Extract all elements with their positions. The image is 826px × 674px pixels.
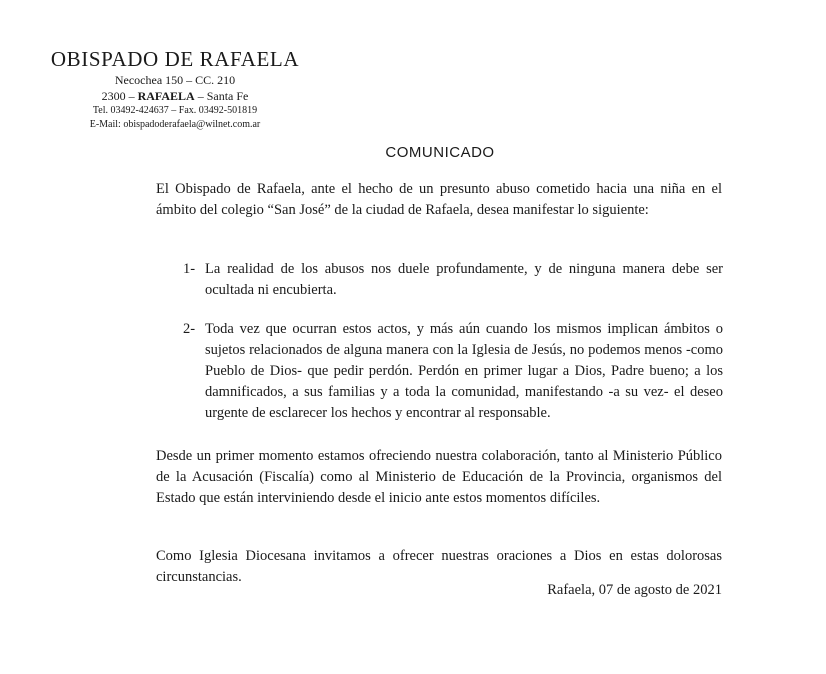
signoff-date: Rafaela, 07 de agosto de 2021 [547, 582, 722, 598]
letterhead [40, 46, 310, 132]
list-item-number: 1- [183, 261, 196, 277]
intro-paragraph: El Obispado de Rafaela, ante el hecho de un presunto abuso cometido hacia una niña en el ámbito del colegio “San José” de la ciudad de Rafaela, desea manifestar lo siguiente: [156, 181, 722, 218]
letterhead-province: – Santa Fe [197, 89, 249, 103]
letterhead-title: OBISPADO DE RAFAELA [50, 47, 300, 71]
list-item-number: 2- [183, 321, 196, 337]
list-item-text: La realidad de los abusos nos duele profundamente, y de ninguna manera debe ser ocultada ni encubierta. [205, 261, 723, 298]
document-heading: COMUNICADO [385, 144, 495, 161]
list-item [183, 259, 723, 301]
letterhead-address: Necochea 150 – CC. 210 [114, 73, 236, 87]
list-item [183, 319, 723, 424]
prayer-paragraph: Como Iglesia Diocesana invitamos a ofrecer nuestras oraciones a Dios en estas dolorosas circunstancias. [156, 548, 722, 585]
letterhead-city-line [40, 88, 310, 104]
letterhead-city: RAFAELA [137, 89, 195, 103]
letterhead-postal-code: 2300 – [101, 89, 135, 103]
collaboration-paragraph: Desde un primer momento estamos ofreciendo nuestra colaboración, tanto al Ministerio Público de la Acusación (Fiscalía) como al Ministerio de Educación de la Provincia, organismos del Estado que están interviniendo desde el inicio ante estos momentos difíciles. [156, 448, 722, 506]
letterhead-phone: Tel. 03492-424637 – Fax. 03492-501819 [92, 105, 258, 116]
letterhead-email: E-Mail: obispadoderafaela@wilnet.com.ar [89, 119, 261, 130]
list-item-text: Toda vez que ocurran estos actos, y más aún cuando los mismos implican ámbitos o sujetos relacionados de alguna manera con la Iglesia de Jesús, no podemos menos -como Pueblo de Dios- que pedir perdón. Perdón en primer lugar a Dios, Padre bueno; a los damnificados, a sus familias y a toda la comunidad, manifestando -a su vez- el deseo urgente de esclarecer los hechos y encontrar al responsable. [205, 321, 723, 421]
